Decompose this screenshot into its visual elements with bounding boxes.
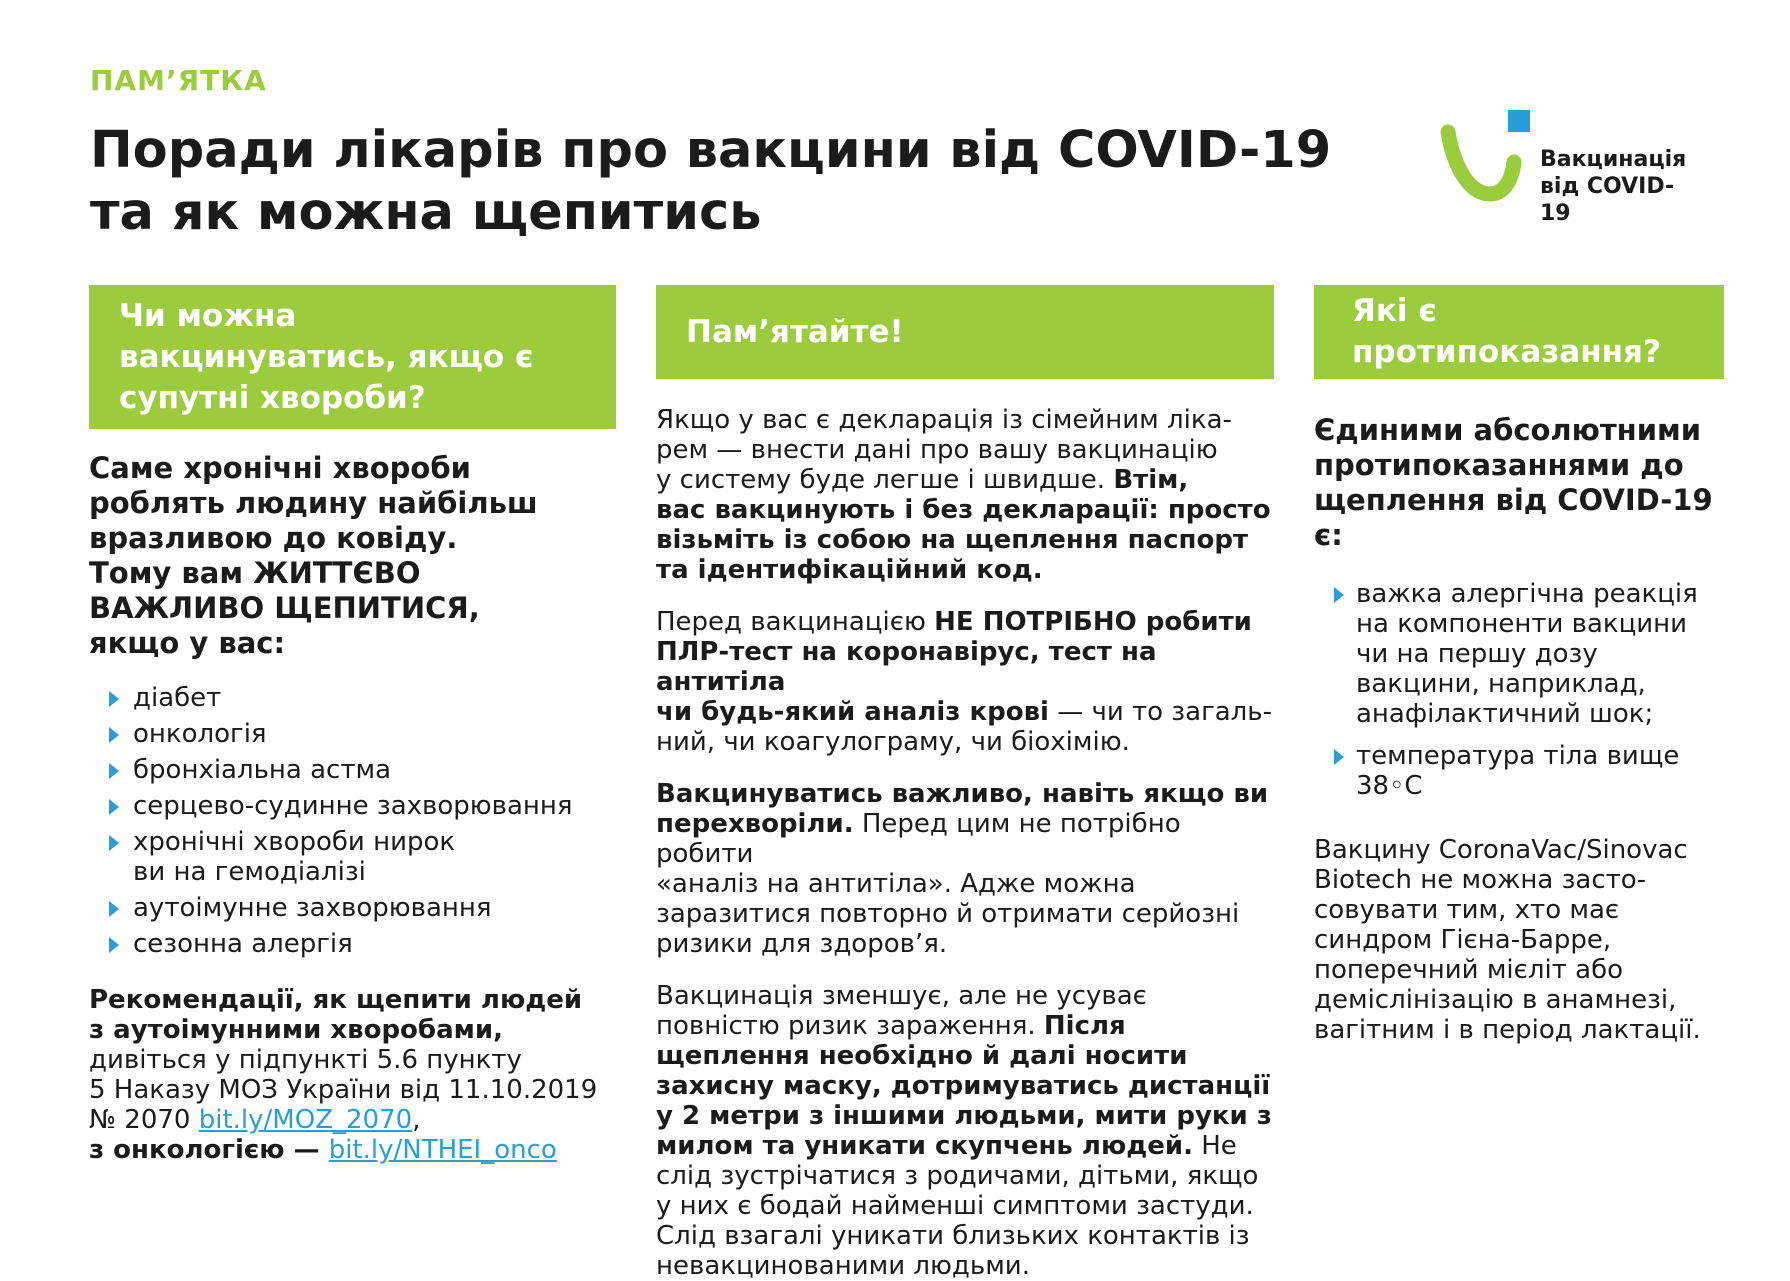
page-title [90, 120, 1390, 244]
column-contraindications [1314, 285, 1724, 1045]
lead-line: вразливою до ковіду. [89, 521, 458, 555]
heading-line: Які є [1352, 293, 1437, 329]
lead-line: протипоказаннями до [1314, 448, 1684, 482]
list-item [89, 791, 616, 821]
lead-line: Тому вам ЖИТТЄВО [89, 556, 421, 590]
list-item [89, 893, 616, 923]
remember-heading: Пам’ятайте! [686, 313, 904, 350]
bullet-triangle-icon [109, 799, 119, 815]
text: ний, чи коагулограму, чи біохімію. [656, 727, 1130, 757]
logo-line-2: від COVID-19 [1540, 174, 1675, 226]
vaccination-logo [1440, 108, 1700, 226]
list-item-text: бронхіальна астма [133, 755, 392, 785]
text-bold: Після щеплення необхідно й далі носити захисну маску, дотримуватись дистанції у 2 метри з іншими людьми, мити руки з милом та уникати скупчень людей. [656, 1011, 1272, 1161]
paragraph-declaration [656, 405, 1274, 585]
list-item-text: діабет [133, 683, 222, 713]
lead-line: роблять людину найбільш [89, 486, 538, 520]
list-item-text-cont: ви на гемодіалізі [133, 857, 366, 887]
bullet-triangle-icon [109, 901, 119, 917]
recs-text: , [412, 1105, 421, 1135]
list-item [89, 683, 616, 713]
heading-line: вакцинуватись, якщо є [119, 338, 534, 375]
text: рем — внести дані про вашу вакцинацію [656, 435, 1218, 465]
logo-line-1: Вакцинація [1540, 147, 1687, 172]
recs-line: з аутоімунними хворобами, [89, 1015, 503, 1045]
recs-line: дивіться у підпункті 5.6 пункту [89, 1045, 522, 1075]
text-bold: візьміть із собою на щеплення паспорт [656, 525, 1249, 555]
lead-line: якщо у вас: [89, 626, 286, 660]
list-item [1314, 579, 1724, 729]
text: «аналіз на антитіла». Адже можна заразитися повторно й отримати серйозні ризики для здоров’я. [656, 869, 1240, 959]
heading-line: протипоказання? [1352, 334, 1661, 370]
bullet-triangle-icon [1334, 587, 1344, 603]
list-item [1314, 741, 1724, 801]
list-item [89, 719, 616, 749]
lead-line: Саме хронічні хвороби [89, 451, 471, 485]
text-bold: вас вакцинують і без декларації: просто [656, 495, 1271, 525]
paragraph-after-vaccination [656, 981, 1274, 1281]
heading-line: Чи можна [119, 297, 297, 334]
text: — чи то загаль- [1048, 697, 1272, 727]
bullet-triangle-icon [109, 937, 119, 953]
contraindications-lead [1314, 413, 1724, 553]
text-bold: НЕ ПОТРІБНО робити [934, 607, 1252, 637]
text-bold: ПЛР-тест на коронавірус, тест на антитіла [656, 637, 1157, 697]
text: Перед вакцинацією [656, 607, 935, 637]
heading-line: супутні хвороби? [119, 379, 426, 416]
lead-line: Єдиними абсолютними [1314, 413, 1702, 447]
column-remember [656, 285, 1274, 1281]
text-bold: перехворіли. [656, 809, 854, 839]
remember-heading-band [656, 285, 1274, 379]
list-item-text: важка алергічна реакція на компоненти вакцини чи на першу дозу вакцини, наприклад, анафілактичний шок; [1356, 579, 1698, 729]
text-bold: Втім, [1113, 465, 1189, 495]
paragraph-no-tests [656, 607, 1274, 757]
list-item-text: серцево-судинне захворювання [133, 791, 573, 821]
text-bold: Вакцинуватись важливо, навіть якщо ви [656, 779, 1269, 809]
bullet-triangle-icon [109, 727, 119, 743]
text: у систему буде легше і швидше. [656, 465, 1114, 495]
contraindications-list [1314, 579, 1724, 801]
recs-text: № 2070 [89, 1105, 199, 1135]
moz-2070-link[interactable]: bit.ly/MOZ_2070 [198, 1105, 413, 1135]
column-comorbidities [89, 285, 616, 1165]
text: Не слід зустрічатися з родичами, дітьми, якщо у них є бодай найменші симптоми застуди. Слід взагалі уникати близьких контактів із невакцинованими людьми. [656, 1131, 1259, 1281]
bullet-triangle-icon [109, 835, 119, 851]
title-line-1: Поради лікарів про вакцини від COVID-19 [90, 121, 1332, 180]
recs-text: з онкологією — [89, 1135, 329, 1165]
lead-line: щеплення від COVID-19 [1314, 483, 1713, 517]
bullet-triangle-icon [1334, 749, 1344, 765]
text-bold: чи будь-який аналіз крові [656, 697, 1049, 727]
coronavac-note: Вакцину CoronaVac/Sinovac Biotech не можна застосовувати тим, хто має синдром Гієна-Барре, поперечний мієліт або деміслінізацію в анамнезі, вагітним і в період лактації. [1314, 835, 1701, 1045]
list-item-text: онкологія [133, 719, 267, 749]
kicker-label: ПАМ’ЯТКА [90, 64, 267, 97]
text: Перед цим не потрібно робити [656, 809, 1181, 869]
lead-line: є: [1314, 518, 1343, 552]
comorbidities-lead [89, 451, 616, 661]
list-item-text: сезонна алергія [133, 929, 353, 959]
title-line-2: та як можна щепитись [90, 183, 762, 242]
recs-line: 5 Наказу МОЗ України від 11.10.2019 [89, 1075, 598, 1105]
list-item-text: аутоімунне захворювання [133, 893, 492, 923]
nthei-onco-link[interactable]: bit.ly/NTHEI_onco [328, 1135, 557, 1165]
vaccination-v-logo-icon [1440, 108, 1534, 208]
logo-text [1540, 146, 1700, 227]
bullet-triangle-icon [109, 691, 119, 707]
comorbidities-list [89, 683, 616, 959]
recs-line: Рекомендації, як щепити людей [89, 985, 583, 1015]
list-item [89, 755, 616, 785]
contraindications-heading-band [1314, 285, 1724, 379]
recommendations [89, 985, 616, 1165]
list-item [89, 929, 616, 959]
paragraph-recovered [656, 779, 1274, 959]
text-bold: та ідентифікаційний код. [656, 555, 1043, 585]
text: Якщо у вас є декларація із сімейним ліка- [656, 405, 1232, 435]
list-item-text: хронічні хвороби нирок [133, 827, 456, 857]
bullet-triangle-icon [109, 763, 119, 779]
list-item [89, 827, 616, 887]
list-item-text: температура тіла вище 38◦С [1356, 741, 1680, 801]
comorbidities-heading-band [89, 285, 616, 429]
lead-line: ВАЖЛИВО ЩЕПИТИСЯ, [89, 591, 480, 625]
text: Вакцинація зменшує, але не усуває повністю ризик зараження. [656, 981, 1147, 1041]
